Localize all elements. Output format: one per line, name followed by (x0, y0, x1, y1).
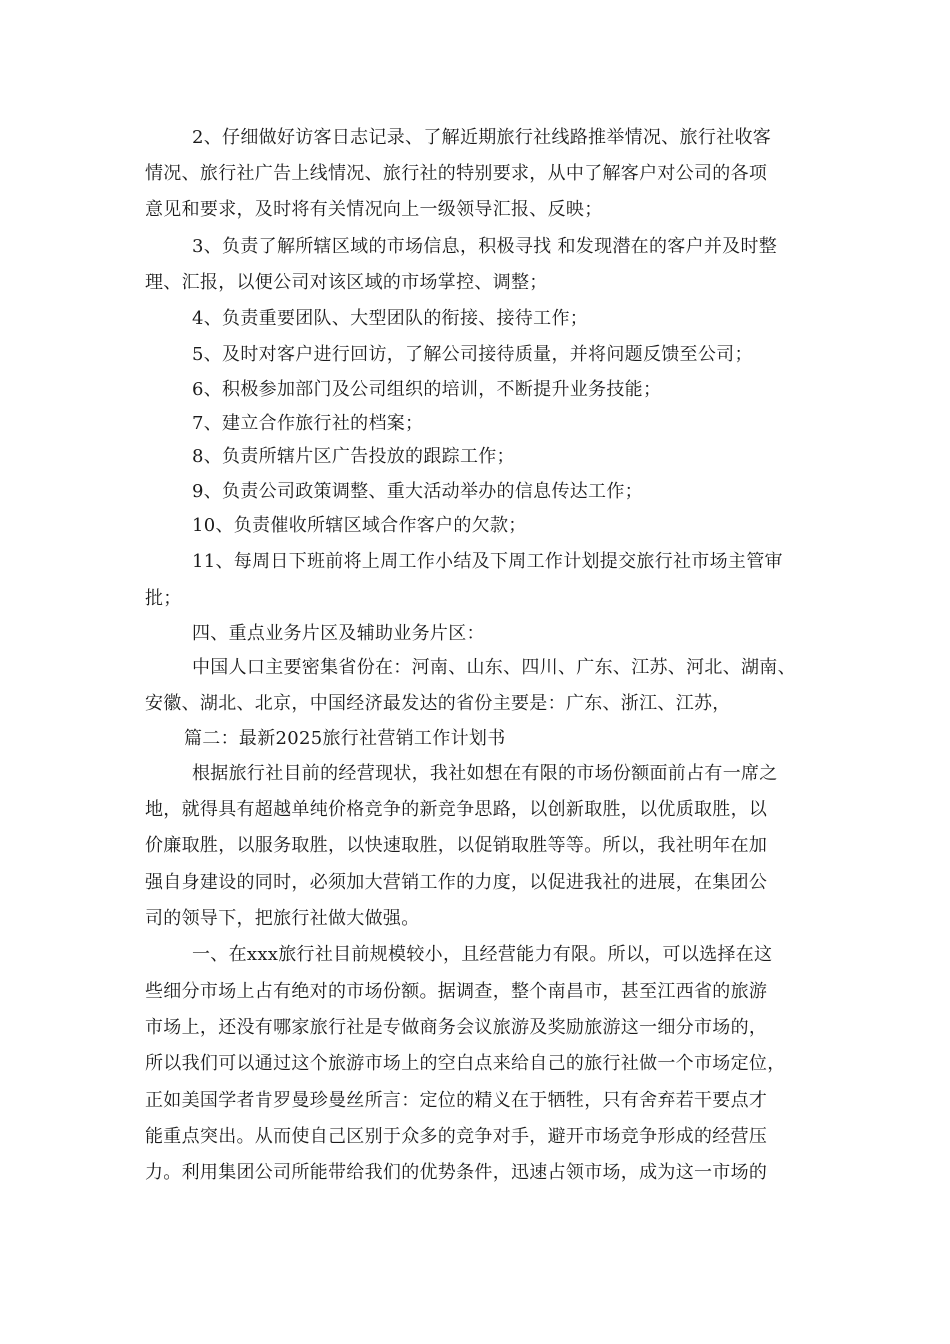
text-line: 4、负责重要团队、大型团队的衔接、接待工作； (192, 308, 589, 329)
text-line: 理、汇报，以便公司对该区域的市场掌控、调整； (145, 272, 548, 293)
text-line: 5、及时对客户进行回访，了解公司接待质量，并将问题反馈至公司； (192, 344, 753, 365)
text-line: 些细分市场上占有绝对的市场份额。据调查，整个南昌市，甚至江西省的旅游 (145, 981, 768, 1002)
text-line: 市场上，还没有哪家旅行社是专做商务会议旅游及奖励旅游这一细分市场的， (145, 1017, 768, 1038)
text-line: 批； (145, 588, 182, 609)
text-line: 一、在xxx旅行社目前规模较小，且经营能力有限。所以，可以选择在这 (192, 944, 773, 965)
section-heading: 四、重点业务片区及辅助业务片区： (192, 623, 485, 644)
text-line: 价廉取胜，以服务取胜，以快速取胜，以促销取胜等等。所以，我社明年在加 (145, 835, 768, 856)
text-line: 10、负责催收所辖区域合作客户的欠款； (192, 515, 527, 536)
text-line: 安徽、湖北、北京，中国经济最发达的省份主要是：广东、浙江、江苏， (145, 693, 731, 714)
text-line: 中国人口主要密集省份在：河南、山东、四川、广东、江苏、河北、湖南、 (192, 657, 796, 678)
text-line: 2、仔细做好访客日志记录、了解近期旅行社线路推举情况、旅行社收客 (192, 127, 772, 148)
text-line: 7、建立合作旅行社的档案； (192, 413, 424, 434)
text-line: 能重点突出。从而使自己区别于众多的竞争对手，避开市场竞争形成的经营压 (145, 1126, 768, 1147)
text-line: 6、积极参加部门及公司组织的培训，不断提升业务技能； (192, 379, 662, 400)
text-line: 意见和要求，及时将有关情况向上一级领导汇报、反映； (145, 199, 603, 220)
text-line: 正如美国学者肯罗曼珍曼丝所言：定位的精义在于牺牲，只有舍弃若干要点才 (145, 1090, 768, 1111)
text-line: 根据旅行社目前的经营现状，我社如想在有限的市场份额面前占有一席之 (192, 763, 778, 784)
text-line: 所以我们可以通过这个旅游市场上的空白点来给自己的旅行社做一个市场定位， (145, 1053, 786, 1074)
article-heading: 篇二：最新2025旅行社营销工作计划书 (184, 728, 506, 749)
text-line: 9、负责公司政策调整、重大活动举办的信息传达工作； (192, 481, 643, 502)
text-line: 力。利用集团公司所能带给我们的优势条件，迅速占领市场，成为这一市场的 (145, 1162, 768, 1183)
text-line: 3、负责了解所辖区域的市场信息，积极寻找 和发现潜在的客户并及时整 (192, 236, 778, 257)
text-line: 情况、旅行社广告上线情况、旅行社的特别要求，从中了解客户对公司的各项 (145, 163, 768, 184)
text-line: 强自身建设的同时，必须加大营销工作的力度，以促进我社的进展，在集团公 (145, 872, 768, 893)
text-line: 司的领导下，把旅行社做大做强。 (145, 908, 420, 929)
text-line: 8、负责所辖片区广告投放的跟踪工作； (192, 446, 515, 467)
text-line: 地，就得具有超越单纯价格竞争的新竞争思路，以创新取胜，以优质取胜，以 (145, 799, 768, 820)
text-line: 11、每周日下班前将上周工作小结及下周工作计划提交旅行社市场主管审 (192, 551, 783, 572)
